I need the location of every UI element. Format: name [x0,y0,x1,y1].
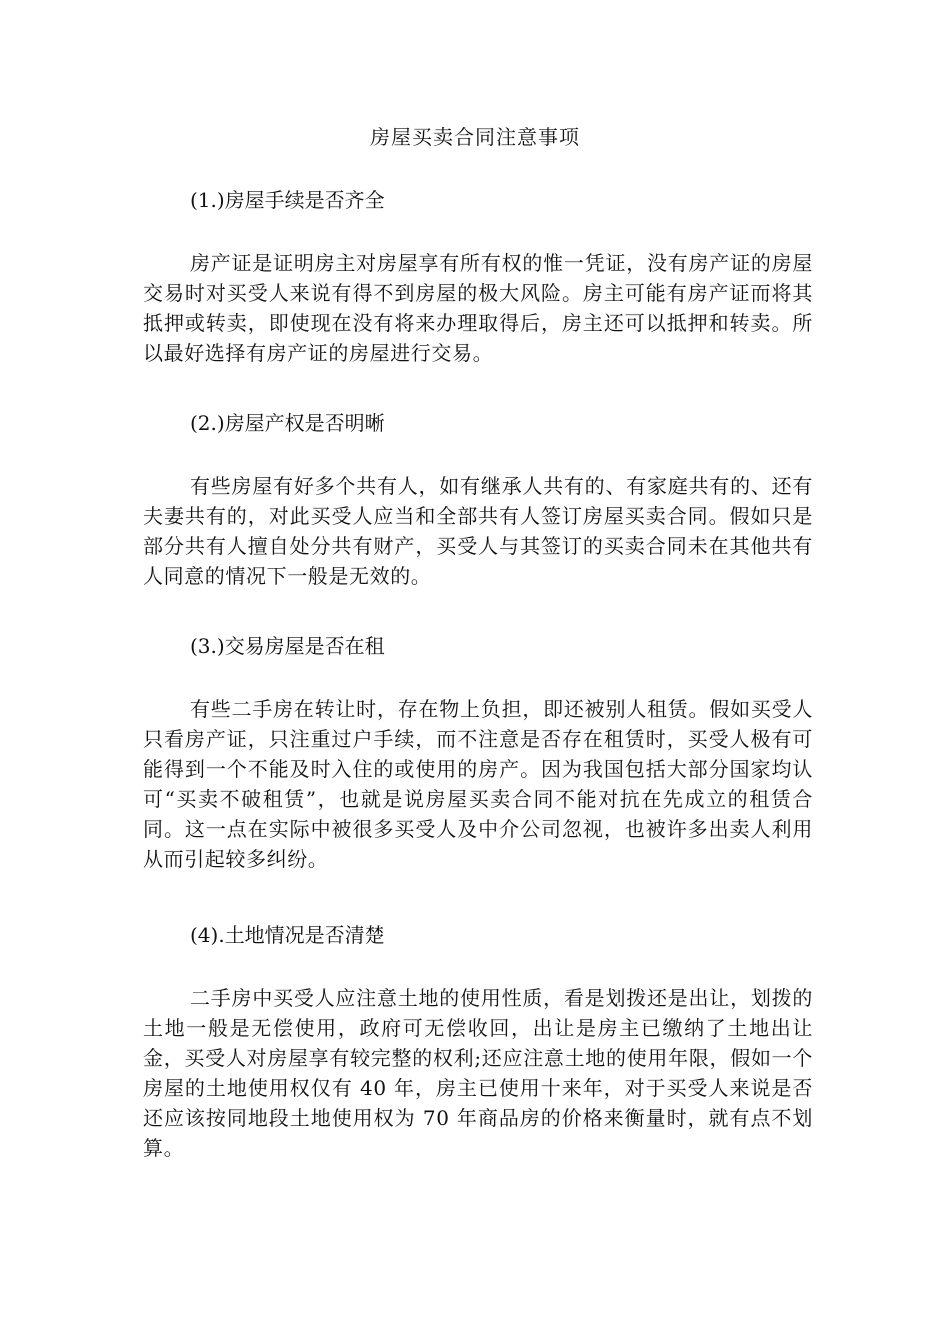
section-heading-3: (3.)交易房屋是否在租 [190,634,385,658]
section-paragraph-4: 二手房中买受人应注意土地的使用性质，看是划拨还是出让，划拨的土地一般是无偿使用，政府可无偿收回，出让是房主已缴纳了土地出让金，买受人对房屋享有较完整的权利;还应注意土地的使用年限，假如一个房屋的土地使用权仅有 40 年，房主已使用十来年，对于买受人来说是否还应该按同地段土地使用权为 70 年商品房的价格来衡量时，就有点不划算。 [143,986,813,1160]
section-heading-2: (2.)房屋产权是否明晰 [190,411,385,435]
document-title: 房屋买卖合同注意事项 [370,125,580,149]
section-paragraph-2: 有些房屋有好多个共有人，如有继承人共有的、有家庭共有的、还有夫妻共有的，对此买受人应当和全部共有人签订房屋买卖合同。假如只是部分共有人擅自处分共有财产，买受人与其签订的买卖合同未在其他共有人同意的情况下一般是无效的。 [143,474,813,588]
section-paragraph-1: 房产证是证明房主对房屋享有所有权的惟一凭证，没有房产证的房屋交易时对买受人来说有得不到房屋的极大风险。房主可能有房产证而将其抵押或转卖，即使现在没有将来办理取得后，房主还可以抵押和转卖。所以最好选择有房产证的房屋进行交易。 [143,251,813,365]
section-heading-1: (1.)房屋手续是否齐全 [190,188,385,212]
section-paragraph-3: 有些二手房在转让时，存在物上负担，即还被别人租赁。假如买受人只看房产证，只注重过户手续，而不注意是否存在租赁时，买受人极有可能得到一个不能及时入住的或使用的房产。因为我国包括大部分国家均认可“买卖不破租赁”，也就是说房屋买卖合同不能对抗在先成立的租赁合同。这一点在实际中被很多买受人及中介公司忽视，也被许多出卖人利用从而引起较多纠纷。 [143,697,813,871]
section-heading-4: (4).土地情况是否清楚 [190,923,385,947]
